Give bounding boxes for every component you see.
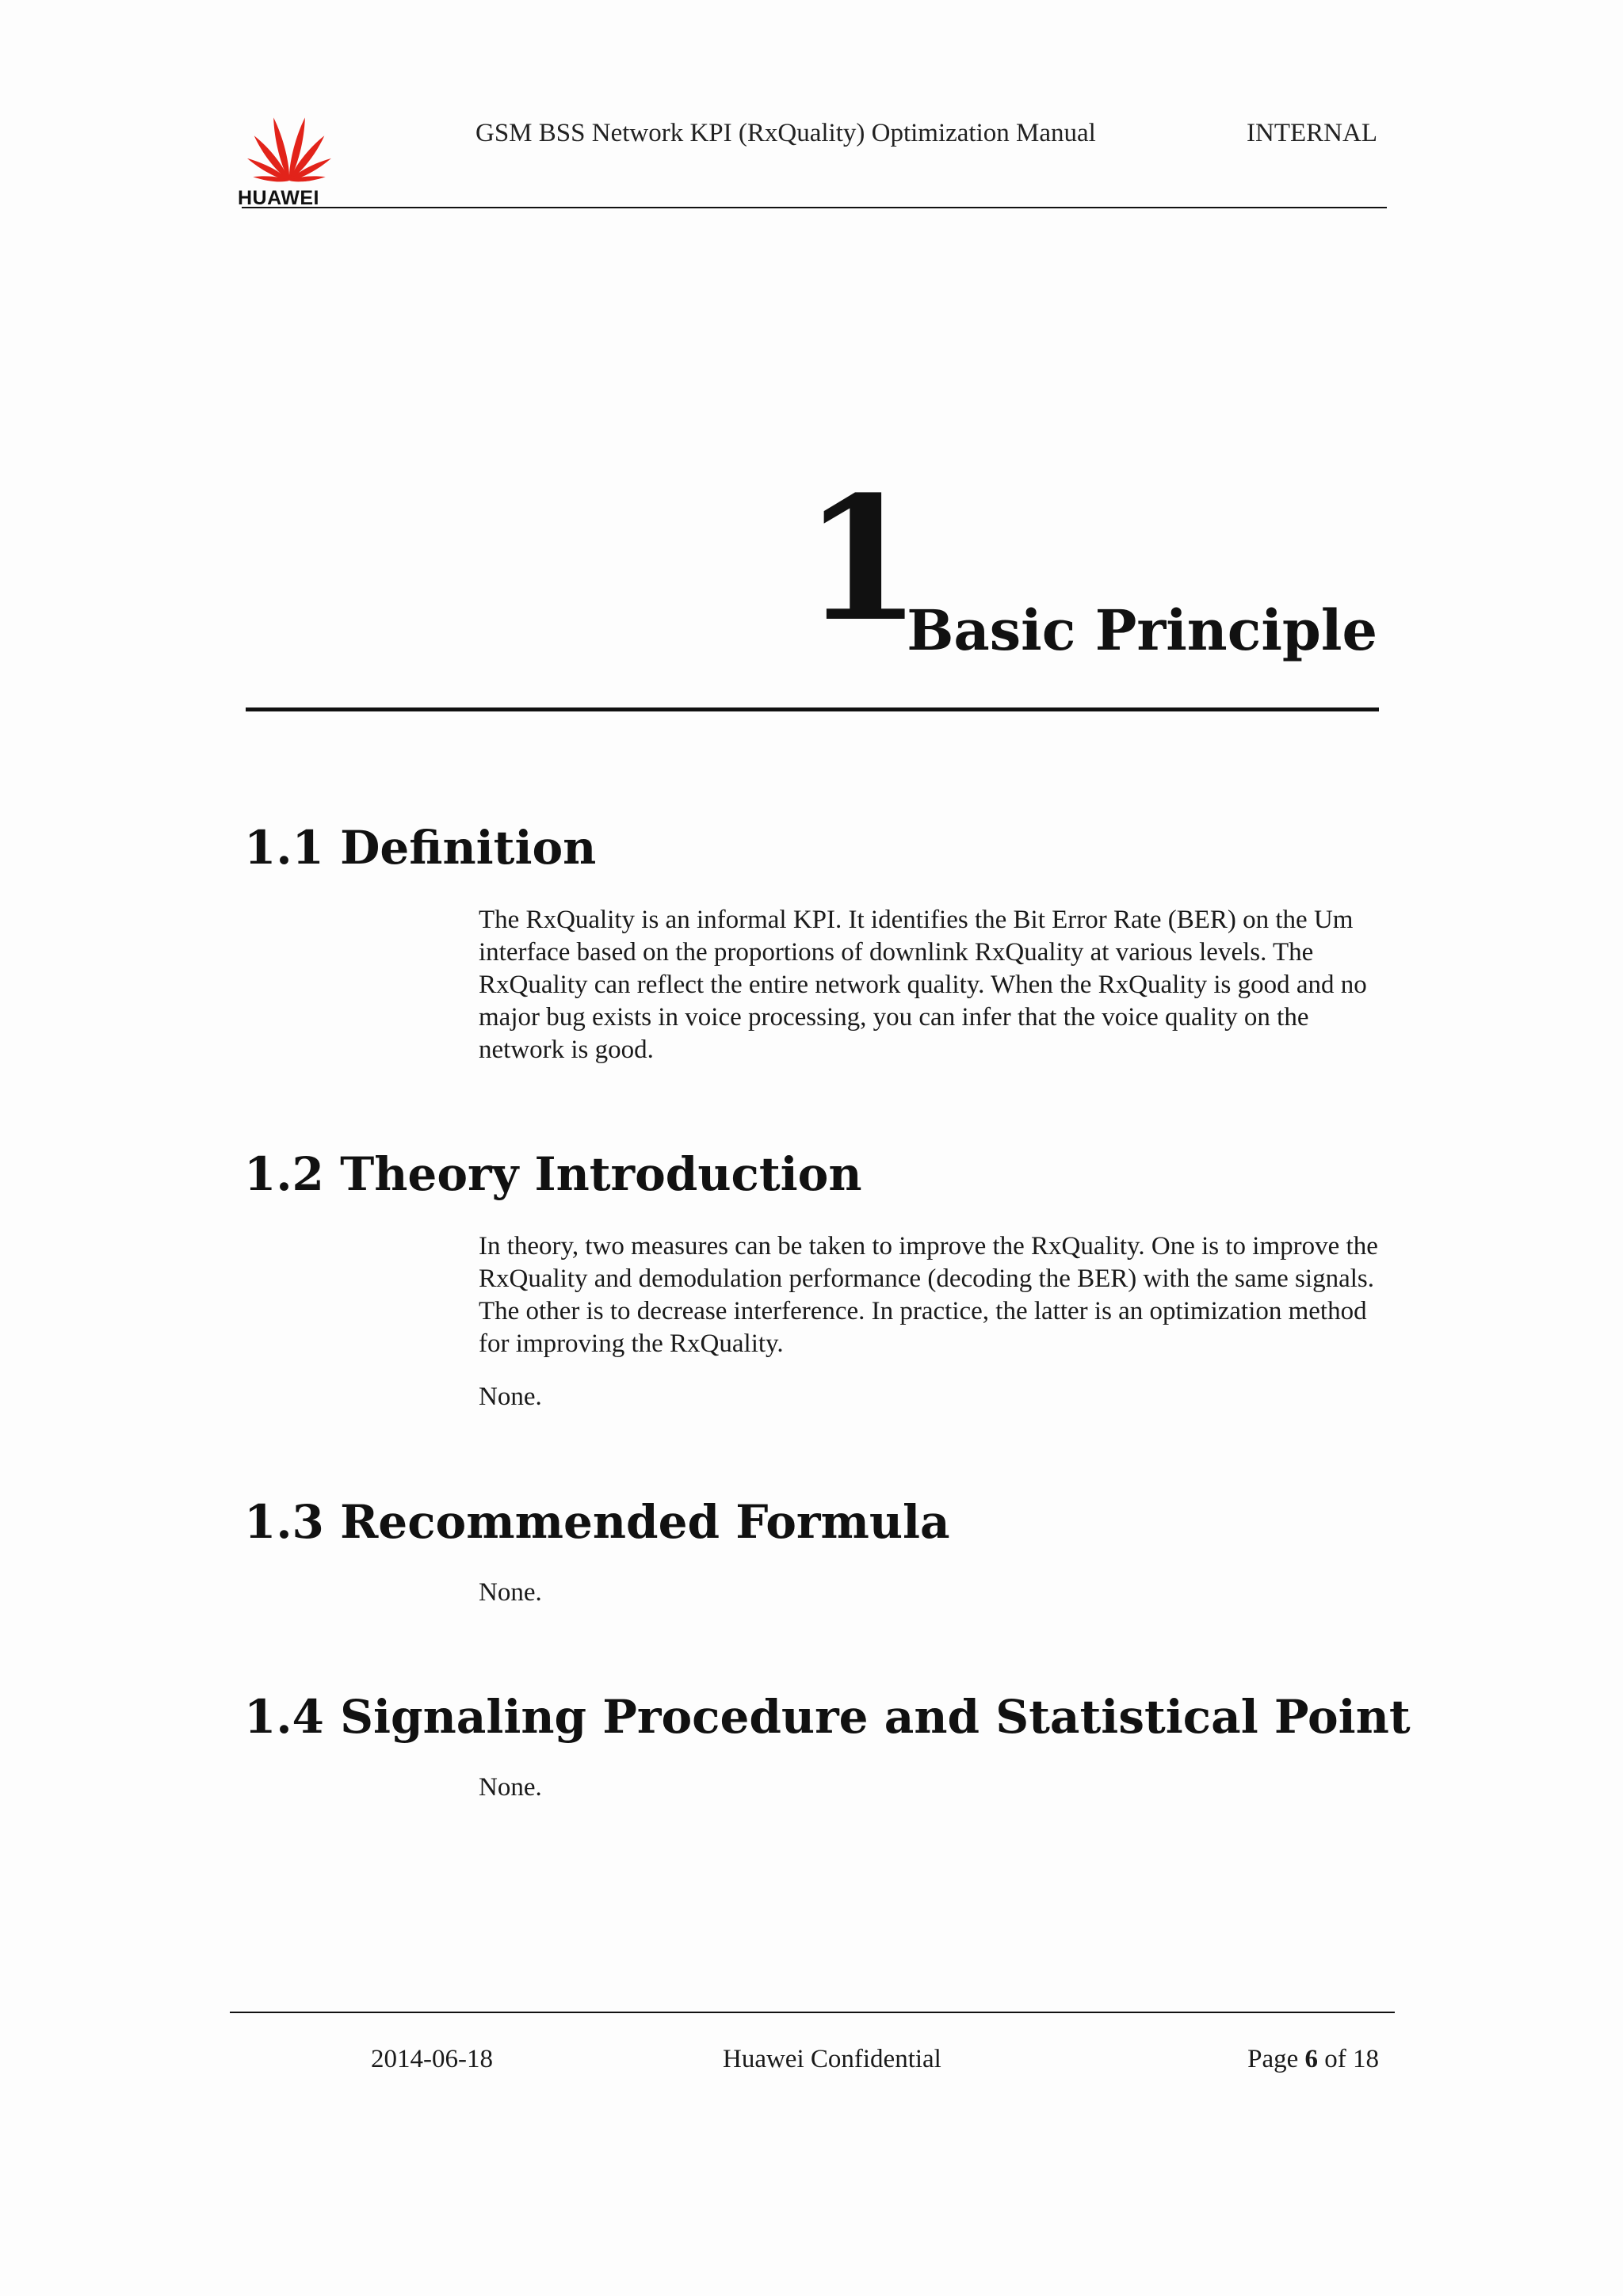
header-divider: [242, 207, 1387, 208]
page-indicator: [1247, 2045, 1379, 2074]
page-prefix: Page: [1247, 2045, 1299, 2073]
footer-date: 2014-06-18: [371, 2045, 493, 2073]
section-paragraph: In theory, two measures can be taken to improve the RxQuality. One is to improve the RxQuality and demodulation performance (decoding the BER) with the same signals. The other is to decrease interference. In practice, the latter is an optimization method for improving the RxQuality.: [479, 1232, 1378, 1358]
document-title: GSM BSS Network KPI (RxQuality) Optimization Manual: [475, 119, 1096, 147]
section-heading-theory-introduction: 1.2 Theory Introduction: [244, 1147, 862, 1201]
page-total: 18: [1353, 2045, 1379, 2073]
section-heading-signaling-procedure: 1.4 Signaling Procedure and Statistical Point: [244, 1690, 1411, 1744]
section-paragraph: None.: [479, 1773, 542, 1802]
footer-confidentiality: Huawei Confidential: [723, 2045, 941, 2073]
section-paragraph: The RxQuality is an informal KPI. It identifies the Bit Error Rate (BER) on the Um interface based on the proportions of downlink RxQuality at various levels. The RxQuality can reflect the entire network quality. When the RxQuality is good and no major bug exists in voice processing, you can infer that the voice quality on the network is good.: [479, 906, 1367, 1064]
chapter-number: 1: [803, 459, 922, 659]
footer-divider: [230, 2012, 1395, 2013]
section-paragraph: None.: [479, 1578, 542, 1607]
section-heading-recommended-formula: 1.3 Recommended Formula: [244, 1495, 950, 1549]
section-paragraph: None.: [479, 1383, 542, 1411]
classification-label: INTERNAL: [1247, 119, 1377, 147]
page-number: 6: [1304, 2045, 1318, 2073]
chapter-divider: [246, 707, 1379, 711]
section-heading-definition: 1.1 Definition: [244, 821, 597, 875]
huawei-flower-icon: [238, 111, 341, 184]
chapter-title: Basic Principle: [907, 597, 1377, 663]
logo-wordmark: HUAWEI: [238, 187, 319, 209]
huawei-logo: [238, 111, 341, 210]
page-of: of: [1324, 2045, 1346, 2073]
